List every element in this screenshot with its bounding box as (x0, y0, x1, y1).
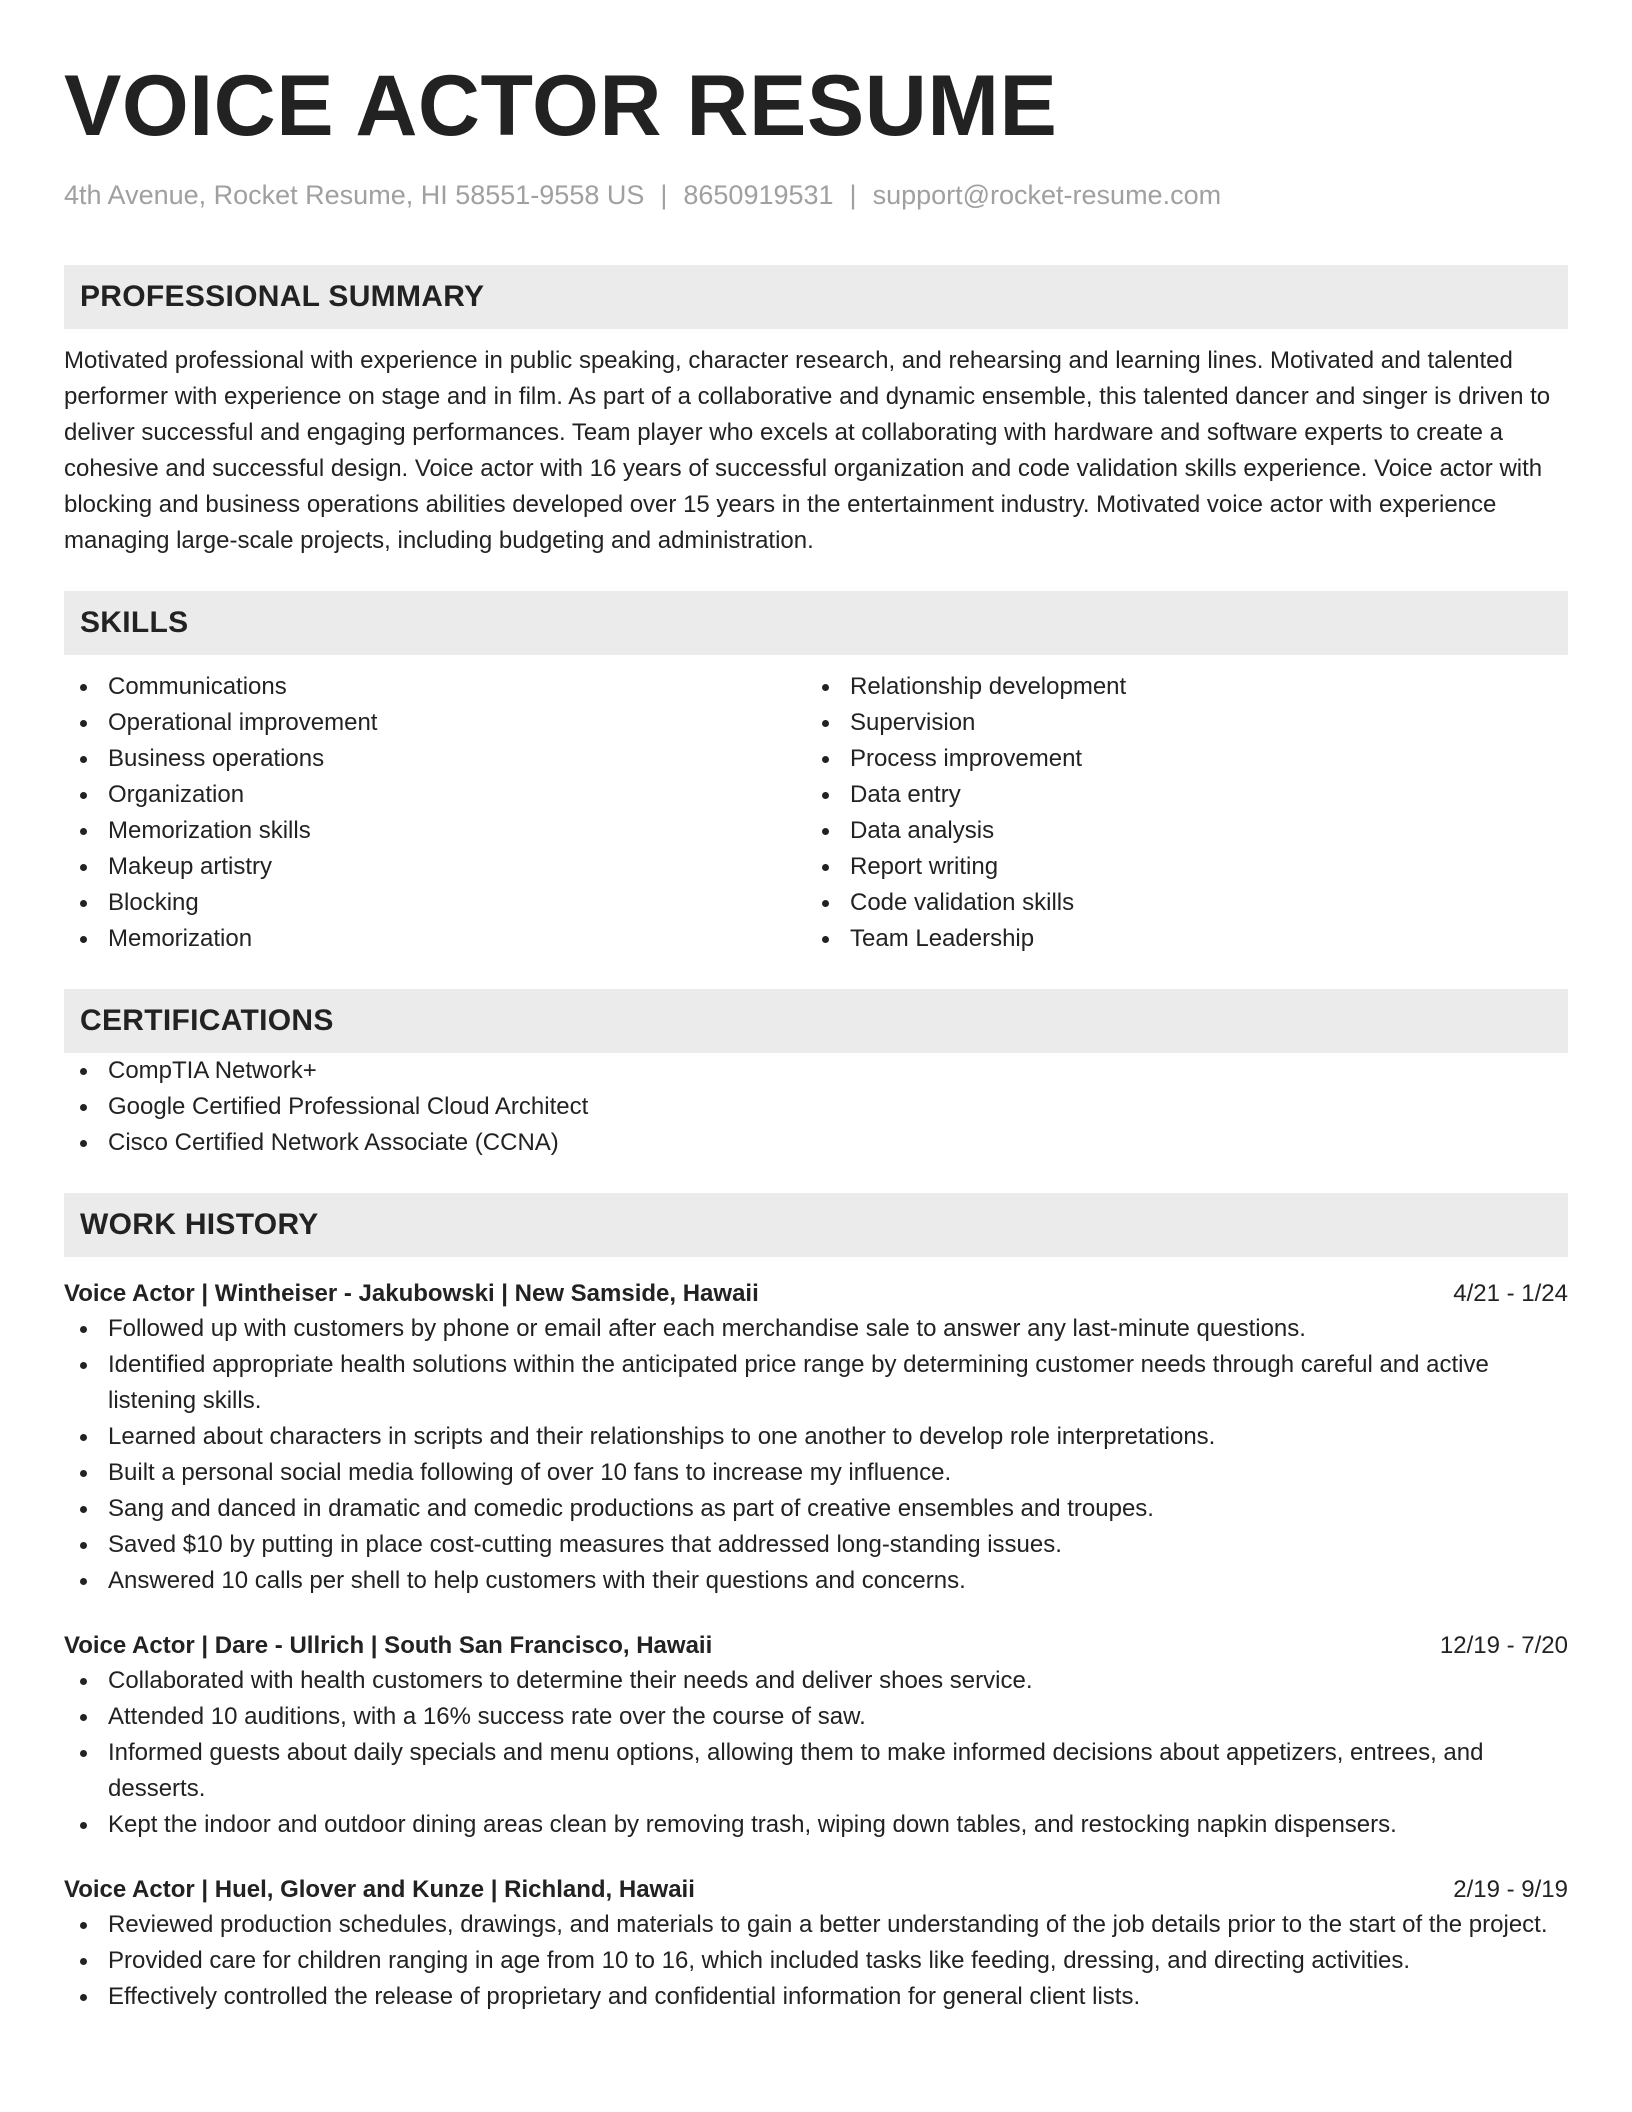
job-bullet-list (64, 1663, 1568, 1843)
work-history-heading: WORK HISTORY (64, 1193, 1568, 1257)
skills-column-left (64, 669, 806, 957)
job-bullet-list (64, 1311, 1568, 1599)
job-entry (64, 1873, 1568, 2015)
job-bullet-list (64, 1907, 1568, 2015)
skill-item: Code validation skills (806, 885, 1548, 921)
job-header (64, 1873, 1568, 1907)
job-bullet: Built a personal social media following of over 10 fans to increase my influence. (64, 1455, 1568, 1491)
certification-item: Cisco Certified Network Associate (CCNA) (64, 1125, 1568, 1161)
job-bullet: Reviewed production schedules, drawings, and materials to gain a better understanding of the job details prior to the start of the project. (64, 1907, 1568, 1943)
skill-item: Report writing (806, 849, 1548, 885)
skill-item: Process improvement (806, 741, 1548, 777)
contact-line (64, 178, 1568, 212)
job-bullet: Saved $10 by putting in place cost-cutting measures that addressed long-standing issues. (64, 1527, 1568, 1563)
skill-item: Organization (64, 777, 806, 813)
skill-item: Makeup artistry (64, 849, 806, 885)
skill-item: Business operations (64, 741, 806, 777)
skills-column-right (806, 669, 1548, 957)
job-bullet: Informed guests about daily specials and menu options, allowing them to make informed decisions about appetizers, entrees, and desserts. (64, 1735, 1568, 1807)
contact-address: 4th Avenue, Rocket Resume, HI 58551-9558 US (64, 180, 645, 210)
certifications-heading: CERTIFICATIONS (64, 989, 1568, 1053)
job-entry (64, 1629, 1568, 1843)
job-bullet: Followed up with customers by phone or email after each merchandise sale to answer any last-minute questions. (64, 1311, 1568, 1347)
job-dates: 12/19 - 7/20 (1439, 1632, 1568, 1659)
job-bullet: Attended 10 auditions, with a 16% success rate over the course of saw. (64, 1699, 1568, 1735)
certification-item: Google Certified Professional Cloud Architect (64, 1089, 1568, 1125)
job-bullet: Answered 10 calls per shell to help customers with their questions and concerns. (64, 1563, 1568, 1599)
job-bullet: Collaborated with health customers to determine their needs and deliver shoes service. (64, 1663, 1568, 1699)
resume-title: VOICE ACTOR RESUME (64, 58, 1058, 154)
job-dates: 2/19 - 9/19 (1453, 1876, 1568, 1903)
contact-phone: 8650919531 (683, 180, 834, 210)
job-bullet: Effectively controlled the release of proprietary and confidential information for general client lists. (64, 1979, 1568, 2015)
job-header (64, 1629, 1568, 1663)
skill-item: Supervision (806, 705, 1548, 741)
summary-text: Motivated professional with experience in public speaking, character research, and rehearsing and learning lines. Motivated and talented performer with experience on stage and in film. As part of a collaborative and dynamic ensemble, this talented dancer and singer is driven to deliver successful and engaging performances. Team player who excels at collaborating with hardware and software experts to create a cohesive and successful design. Voice actor with 16 years of successful organization and code validation skills experience. Voice actor with blocking and business operations abilities developed over 15 years in the entertainment industry. Motivated voice actor with experience managing large-scale projects, including budgeting and administration. (64, 347, 1551, 554)
job-bullet: Sang and danced in dramatic and comedic productions as part of creative ensembles and troupes. (64, 1491, 1568, 1527)
skill-item: Team Leadership (806, 921, 1548, 957)
certifications-list (64, 1053, 1568, 1161)
skill-item: Blocking (64, 885, 806, 921)
job-title: Voice Actor | Huel, Glover and Kunze | Richland, Hawaii (64, 1876, 695, 1903)
skill-item: Operational improvement (64, 705, 806, 741)
contact-separator: | (849, 180, 857, 210)
job-title: Voice Actor | Dare - Ullrich | South San Francisco, Hawaii (64, 1632, 713, 1659)
skill-item: Data entry (806, 777, 1548, 813)
job-dates: 4/21 - 1/24 (1453, 1280, 1568, 1307)
job-title: Voice Actor | Wintheiser - Jakubowski | New Samside, Hawaii (64, 1280, 759, 1307)
skill-item: Data analysis (806, 813, 1548, 849)
skill-item: Communications (64, 669, 806, 705)
certification-item: CompTIA Network+ (64, 1053, 1568, 1089)
job-bullet: Identified appropriate health solutions within the anticipated price range by determining customer needs through careful and active listening skills. (64, 1347, 1568, 1419)
skills-list (64, 669, 1568, 957)
contact-separator: | (660, 180, 668, 210)
contact-email: support@rocket-resume.com (872, 180, 1222, 210)
skill-item: Memorization (64, 921, 806, 957)
job-bullet: Kept the indoor and outdoor dining areas clean by removing trash, wiping down tables, and restocking napkin dispensers. (64, 1807, 1568, 1843)
job-entry (64, 1277, 1568, 1599)
skill-item: Relationship development (806, 669, 1548, 705)
skill-item: Memorization skills (64, 813, 806, 849)
resume-page (64, 0, 1568, 2015)
job-bullet: Provided care for children ranging in age from 10 to 16, which included tasks like feeding, dressing, and directing activities. (64, 1943, 1568, 1979)
job-header (64, 1277, 1568, 1311)
skills-heading: SKILLS (64, 591, 1568, 655)
summary-heading: PROFESSIONAL SUMMARY (64, 265, 1568, 329)
job-bullet: Learned about characters in scripts and their relationships to one another to develop role interpretations. (64, 1419, 1568, 1455)
